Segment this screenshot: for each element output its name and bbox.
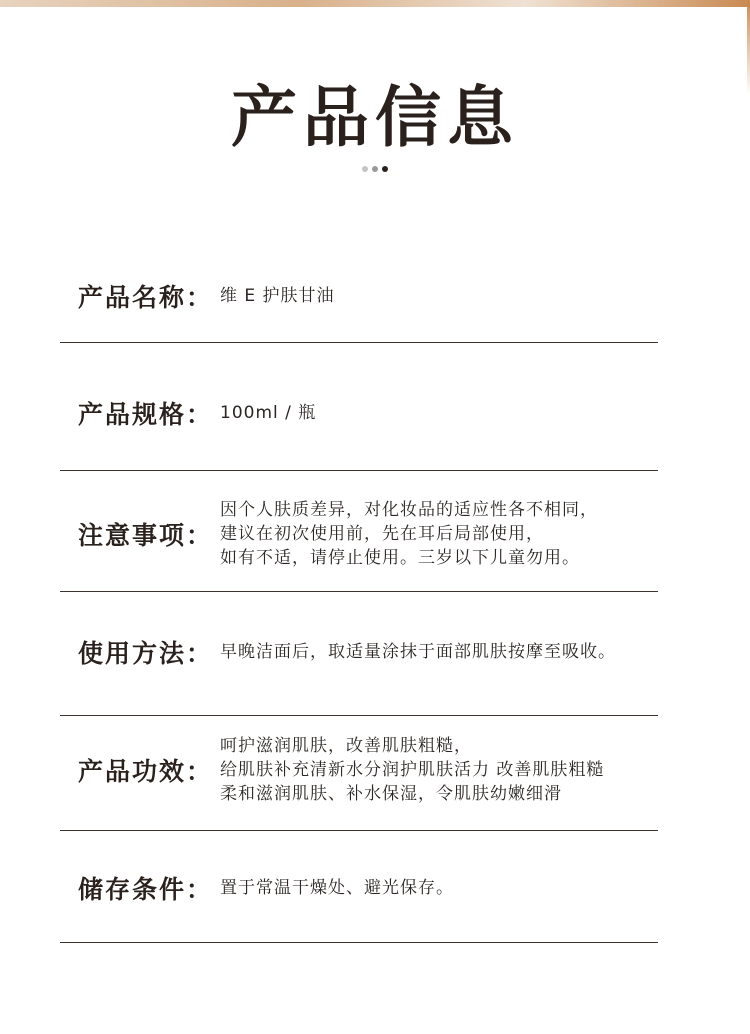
row-value bbox=[220, 401, 316, 425]
dot-3 bbox=[382, 166, 388, 172]
value-line: 置于常温干燥处、避光保存。 bbox=[220, 878, 454, 898]
value-line: 呵护滋润肌肤，改善肌肤粗糙， bbox=[220, 736, 472, 756]
value-line: 建议在初次使用前，先在耳后局部使用， bbox=[220, 524, 544, 544]
value-line: 早晚洁面后，取适量涂抹于面部肌肤按摩至吸收。 bbox=[220, 642, 616, 662]
row-value bbox=[220, 876, 454, 900]
row-label: 产品规格： bbox=[78, 400, 214, 429]
row-label: 产品名称： bbox=[78, 283, 214, 312]
value-line: 100ml / 瓶 bbox=[220, 403, 317, 423]
value-line: 因个人肤质差异，对化妆品的适应性各不相同， bbox=[220, 500, 598, 520]
dot-2 bbox=[372, 166, 378, 172]
row-label: 产品功效： bbox=[78, 757, 214, 786]
row-value bbox=[220, 734, 604, 806]
top-banner-strip bbox=[0, 0, 750, 7]
info-row-precautions bbox=[78, 496, 668, 572]
divider bbox=[60, 942, 658, 943]
value-line: 柔和滋润肌肤、补水保湿，令肌肤幼嫩细滑 bbox=[220, 784, 562, 804]
info-row-specification bbox=[78, 398, 668, 428]
info-row-efficacy bbox=[78, 732, 668, 808]
value-line: 维 E 护肤甘油 bbox=[220, 286, 335, 306]
info-row-product-name bbox=[78, 281, 668, 311]
divider bbox=[60, 591, 658, 592]
page-title: 产品信息 bbox=[231, 79, 519, 156]
divider bbox=[60, 470, 658, 471]
value-line: 给肌肤补充清新水分润护肌肤活力 改善肌肤粗糙 bbox=[220, 760, 605, 780]
info-row-usage bbox=[78, 637, 668, 667]
divider bbox=[60, 715, 658, 716]
divider bbox=[60, 830, 658, 831]
row-label: 使用方法： bbox=[78, 639, 214, 668]
row-value bbox=[220, 284, 335, 308]
row-label: 注意事项： bbox=[78, 521, 214, 550]
row-label: 储存条件： bbox=[78, 875, 214, 904]
row-value bbox=[220, 640, 616, 664]
divider bbox=[60, 342, 658, 343]
pagination-dots bbox=[0, 166, 750, 172]
value-line: 如有不适，请停止使用。三岁以下儿童勿用。 bbox=[220, 548, 580, 568]
row-value bbox=[220, 498, 598, 570]
dot-1 bbox=[362, 166, 368, 172]
info-row-storage bbox=[78, 873, 668, 903]
